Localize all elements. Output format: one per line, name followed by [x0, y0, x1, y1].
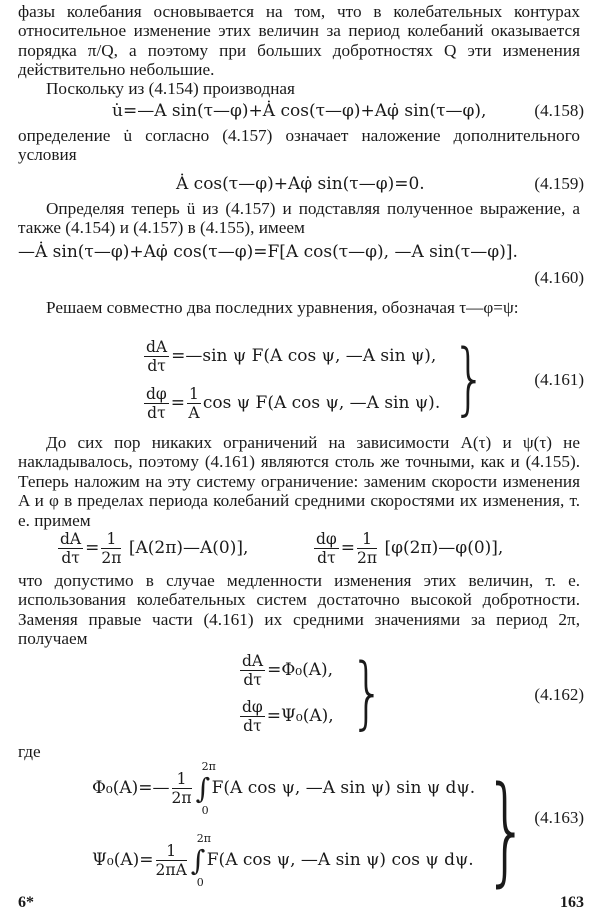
equation-4-161b: $\frac{d\varphi}{d\tau}$ = $\frac{1}{A}$ cos ψ F(A cos ψ, —A sin ψ).: [146, 385, 441, 422]
fraction: $\frac{d\varphi}{d\tau}$: [146, 385, 167, 422]
fraction: $\frac{dA}{d\tau}$: [242, 652, 264, 689]
equation-4-160: —Ȧ sin(τ—φ)+Aφ̇ cos(τ—φ)=F[A cos(τ—φ), —A sin(τ—φ)].: [18, 242, 518, 262]
equation-number-4-160: (4.160): [534, 268, 584, 287]
equation-number-4-163: (4.163): [534, 808, 584, 827]
right-brace: }: [350, 648, 385, 738]
fraction: $\frac{1}{A}$: [188, 385, 200, 422]
paragraph-3: определение u̇ согласно (4.157) означает наложение дополнительного условия: [18, 126, 580, 165]
signature-mark: 6*: [18, 894, 34, 911]
paragraph-5: Решаем совместно два последних уравнения, обозначая τ—φ=ψ:: [46, 298, 519, 317]
equation-number-4-162: (4.162): [534, 685, 584, 704]
paragraph-2: Поскольку из (4.154) производная: [46, 79, 295, 98]
integral-sign: ∫ 2π 0: [195, 760, 216, 817]
equation-number-4-158: (4.158): [534, 101, 584, 120]
equation-4-162b: $\frac{d\varphi}{d\tau}$ =Ψ₀(A),: [242, 698, 334, 735]
right-brace: }: [452, 334, 487, 424]
fraction: $\frac{dA}{d\tau}$: [146, 338, 168, 375]
fraction: $\frac{d\varphi}{d\tau}$: [316, 530, 337, 567]
equation-number-4-159: (4.159): [534, 174, 584, 193]
equation-average-a: $\frac{dA}{d\tau}$ = $\frac{1}{2\pi}$ [A(2π)—A(0)],: [60, 530, 249, 567]
fraction: $\frac{dA}{d\tau}$: [60, 530, 82, 567]
page-number: 163: [560, 894, 584, 911]
equation-4-161a: $\frac{dA}{d\tau}$ =—sin ψ F(A cos ψ, —A sin ψ),: [146, 338, 437, 375]
equation-4-163b: Ψ₀(A)= $\frac{1}{2\pi A}$ ∫ 2π 0 F(A cos ψ, —A sin ψ) cos ψ dψ.: [92, 832, 474, 889]
paragraph-7: что допустимо в случае медленности изменения этих величин, т. е. использования колебательных систем достаточно высокой добротности. Заменяя правые части (4.161) их средними значениями за период 2π, получаем: [18, 571, 580, 649]
equation-4-162a: $\frac{dA}{d\tau}$ =Φ₀(A),: [242, 652, 334, 689]
paragraph-1: фазы колебания основывается на том, что в колебательных контурах относительное изменение этих величин за период колебаний оказывается порядка π/Q, а поэтому при больших добротностях Q эти изменения действительно небольшие.: [18, 2, 580, 80]
equation-4-159: Ȧ cos(τ—φ)+Aφ̇ sin(τ—φ)=0.: [176, 174, 425, 194]
fraction: $\frac{1}{2\pi}$: [171, 770, 192, 807]
integral-sign: ∫ 2π 0: [190, 832, 211, 889]
fraction: $\frac{1}{2\pi A}$: [155, 842, 187, 879]
paragraph-6: До сих пор никаких ограничений на зависимости A(τ) и ψ(τ) не накладывалось, поэтому (4.161) являются столь же точными, как и (4.155). Теперь наложим на эту систему ограничение: заменим скорости изменения A и φ в пределах периода колебаний средними скоростями их изменения, т. е. примем: [18, 433, 580, 530]
fraction: $\frac{d\varphi}{d\tau}$: [242, 698, 263, 735]
equation-number-4-161: (4.161): [534, 370, 584, 389]
paragraph-4: Определяя теперь ü из (4.157) и подставляя полученное выражение, а также (4.154) и (4.157) в (4.155), имеем: [18, 199, 580, 238]
equation-4-163a: Φ₀(A)=— $\frac{1}{2\pi}$ ∫ 2π 0 F(A cos ψ, —A sin ψ) sin ψ dψ.: [92, 760, 476, 817]
equation-4-158: u̇=—A sin(τ—φ)+Ȧ cos(τ—φ)+Aφ̇ sin(τ—φ),: [112, 101, 487, 121]
fraction: $\frac{1}{2\pi}$: [101, 530, 122, 567]
equation-average-b: $\frac{d\varphi}{d\tau}$ = $\frac{1}{2\pi}$ [φ(2π)—φ(0)],: [316, 530, 504, 567]
paragraph-8: где: [18, 742, 41, 761]
right-brace: }: [484, 760, 530, 898]
fraction: $\frac{1}{2\pi}$: [357, 530, 378, 567]
